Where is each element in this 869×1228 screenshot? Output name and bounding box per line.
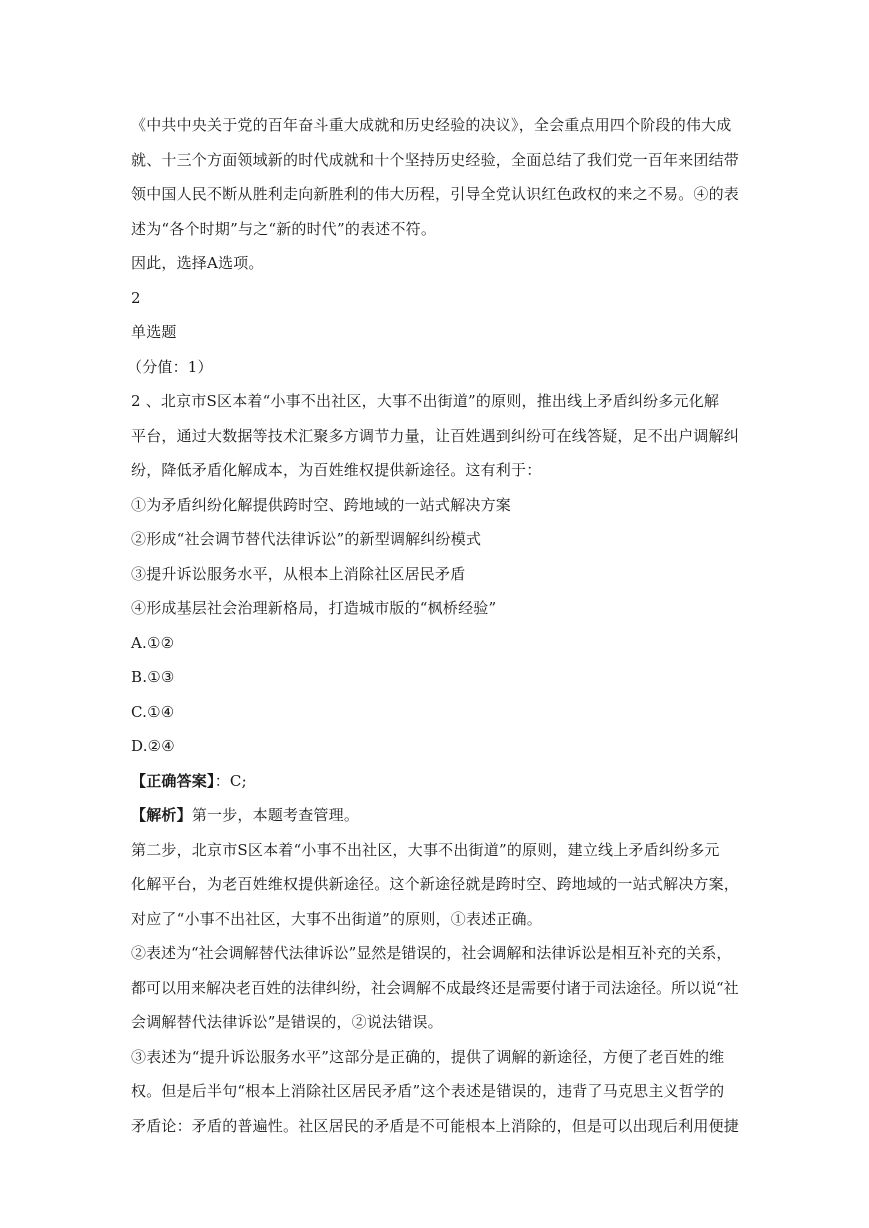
question-number: 2 — [131, 288, 141, 307]
prev-analysis-line: 就、十三个方面领域新的时代成就和十个坚持历史经验，全面总结了我们党一百年来团结带 — [131, 150, 740, 169]
analysis-text-line: 矛盾论：矛盾的普遍性。社区居民的矛盾是不可能根本上消除的，但是可以出现后利用便捷 — [131, 1116, 740, 1135]
question-type: 单选题 — [131, 323, 177, 341]
prev-conclusion: 因此，选择A选项。 — [131, 254, 264, 272]
analysis-text-line: 都可以用来解决老百姓的法律纠纷，社会调解不成最终还是需要付诸于司法途径。所以说“社 — [131, 978, 739, 997]
statement-item: ④形成基层社会治理新格局，打造城市版的“枫桥经验” — [131, 599, 497, 617]
question-stem-line: 纷，降低矛盾化解成本，为百姓维权提供新途径。这有利于： — [131, 461, 542, 479]
prev-analysis-line: 述为“各个时期”与之“新的时代”的表述不符。 — [131, 219, 437, 238]
analysis-text-line: 对应了“小事不出社区，大事不出街道”的原则，①表述正确。 — [131, 909, 542, 928]
answer-line — [131, 764, 741, 799]
document-page — [127, 108, 741, 1143]
analysis-line — [131, 798, 741, 833]
question-stem-line: 2 、北京市S区本着“小事不出社区，大事不出街道”的原则，推出线上矛盾纠纷多元化解 — [131, 392, 720, 410]
answer-value: ：C; — [214, 771, 247, 790]
analysis-text-line: 化解平台，为老百姓维权提供新途径。这个新途径就是跨时空、跨地域的一站式解决方案， — [131, 875, 740, 893]
prev-analysis-line: 领中国人民不断从胜利走向新胜利的伟大历程，引导全党认识红色政权的来之不易。④的表 — [131, 185, 740, 203]
option-b: B.①③ — [131, 668, 175, 686]
analysis-text-line: 权。但是后半句“根本上消除社区居民矛盾”这个表述是错误的，违背了马克思主义哲学的 — [131, 1082, 725, 1100]
option-a: A.①② — [131, 633, 175, 652]
statement-item: ②形成“社会调节替代法律诉讼”的新型调解纠纷模式 — [131, 530, 482, 548]
analysis-text-line: 会调解替代法律诉讼”是错误的，②说法错误。 — [131, 1013, 443, 1031]
analysis-text-line: ②表述为“社会调解替代法律诉讼”显然是错误的，社会调解和法律诉讼是相互补充的关系， — [131, 944, 732, 962]
analysis-first: 第一步，本题考查管理。 — [191, 806, 360, 824]
option-d: D.②④ — [131, 737, 175, 755]
option-c: C.①④ — [131, 702, 175, 721]
prev-analysis-line: 《中共中央关于党的百年奋斗重大成就和历史经验的决议》，全会重点用四个阶段的伟大成 — [131, 116, 732, 134]
statement-item: ①为矛盾纠纷化解提供跨时空、跨地域的一站式解决方案 — [131, 495, 512, 514]
statement-item: ③提升诉讼服务水平，从根本上消除社区居民矛盾 — [131, 564, 466, 583]
question-stem-line: 平台，通过大数据等技术汇聚多方调节力量，让百姓遇到纠纷可在线答疑，足不出户调解纠 — [131, 426, 740, 445]
question-score: （分值：1） — [127, 357, 213, 376]
analysis-text-line: 第二步，北京市S区本着“小事不出社区，大事不出街道”的原则，建立线上矛盾纠纷多元 — [131, 840, 720, 859]
analysis-label: 【解析】 — [131, 806, 192, 824]
answer-label: 【正确答案】 — [131, 771, 215, 790]
analysis-text-line: ③表述为“提升诉讼服务水平”这部分是正确的，提供了调解的新途径，方便了老百姓的维 — [131, 1047, 725, 1066]
